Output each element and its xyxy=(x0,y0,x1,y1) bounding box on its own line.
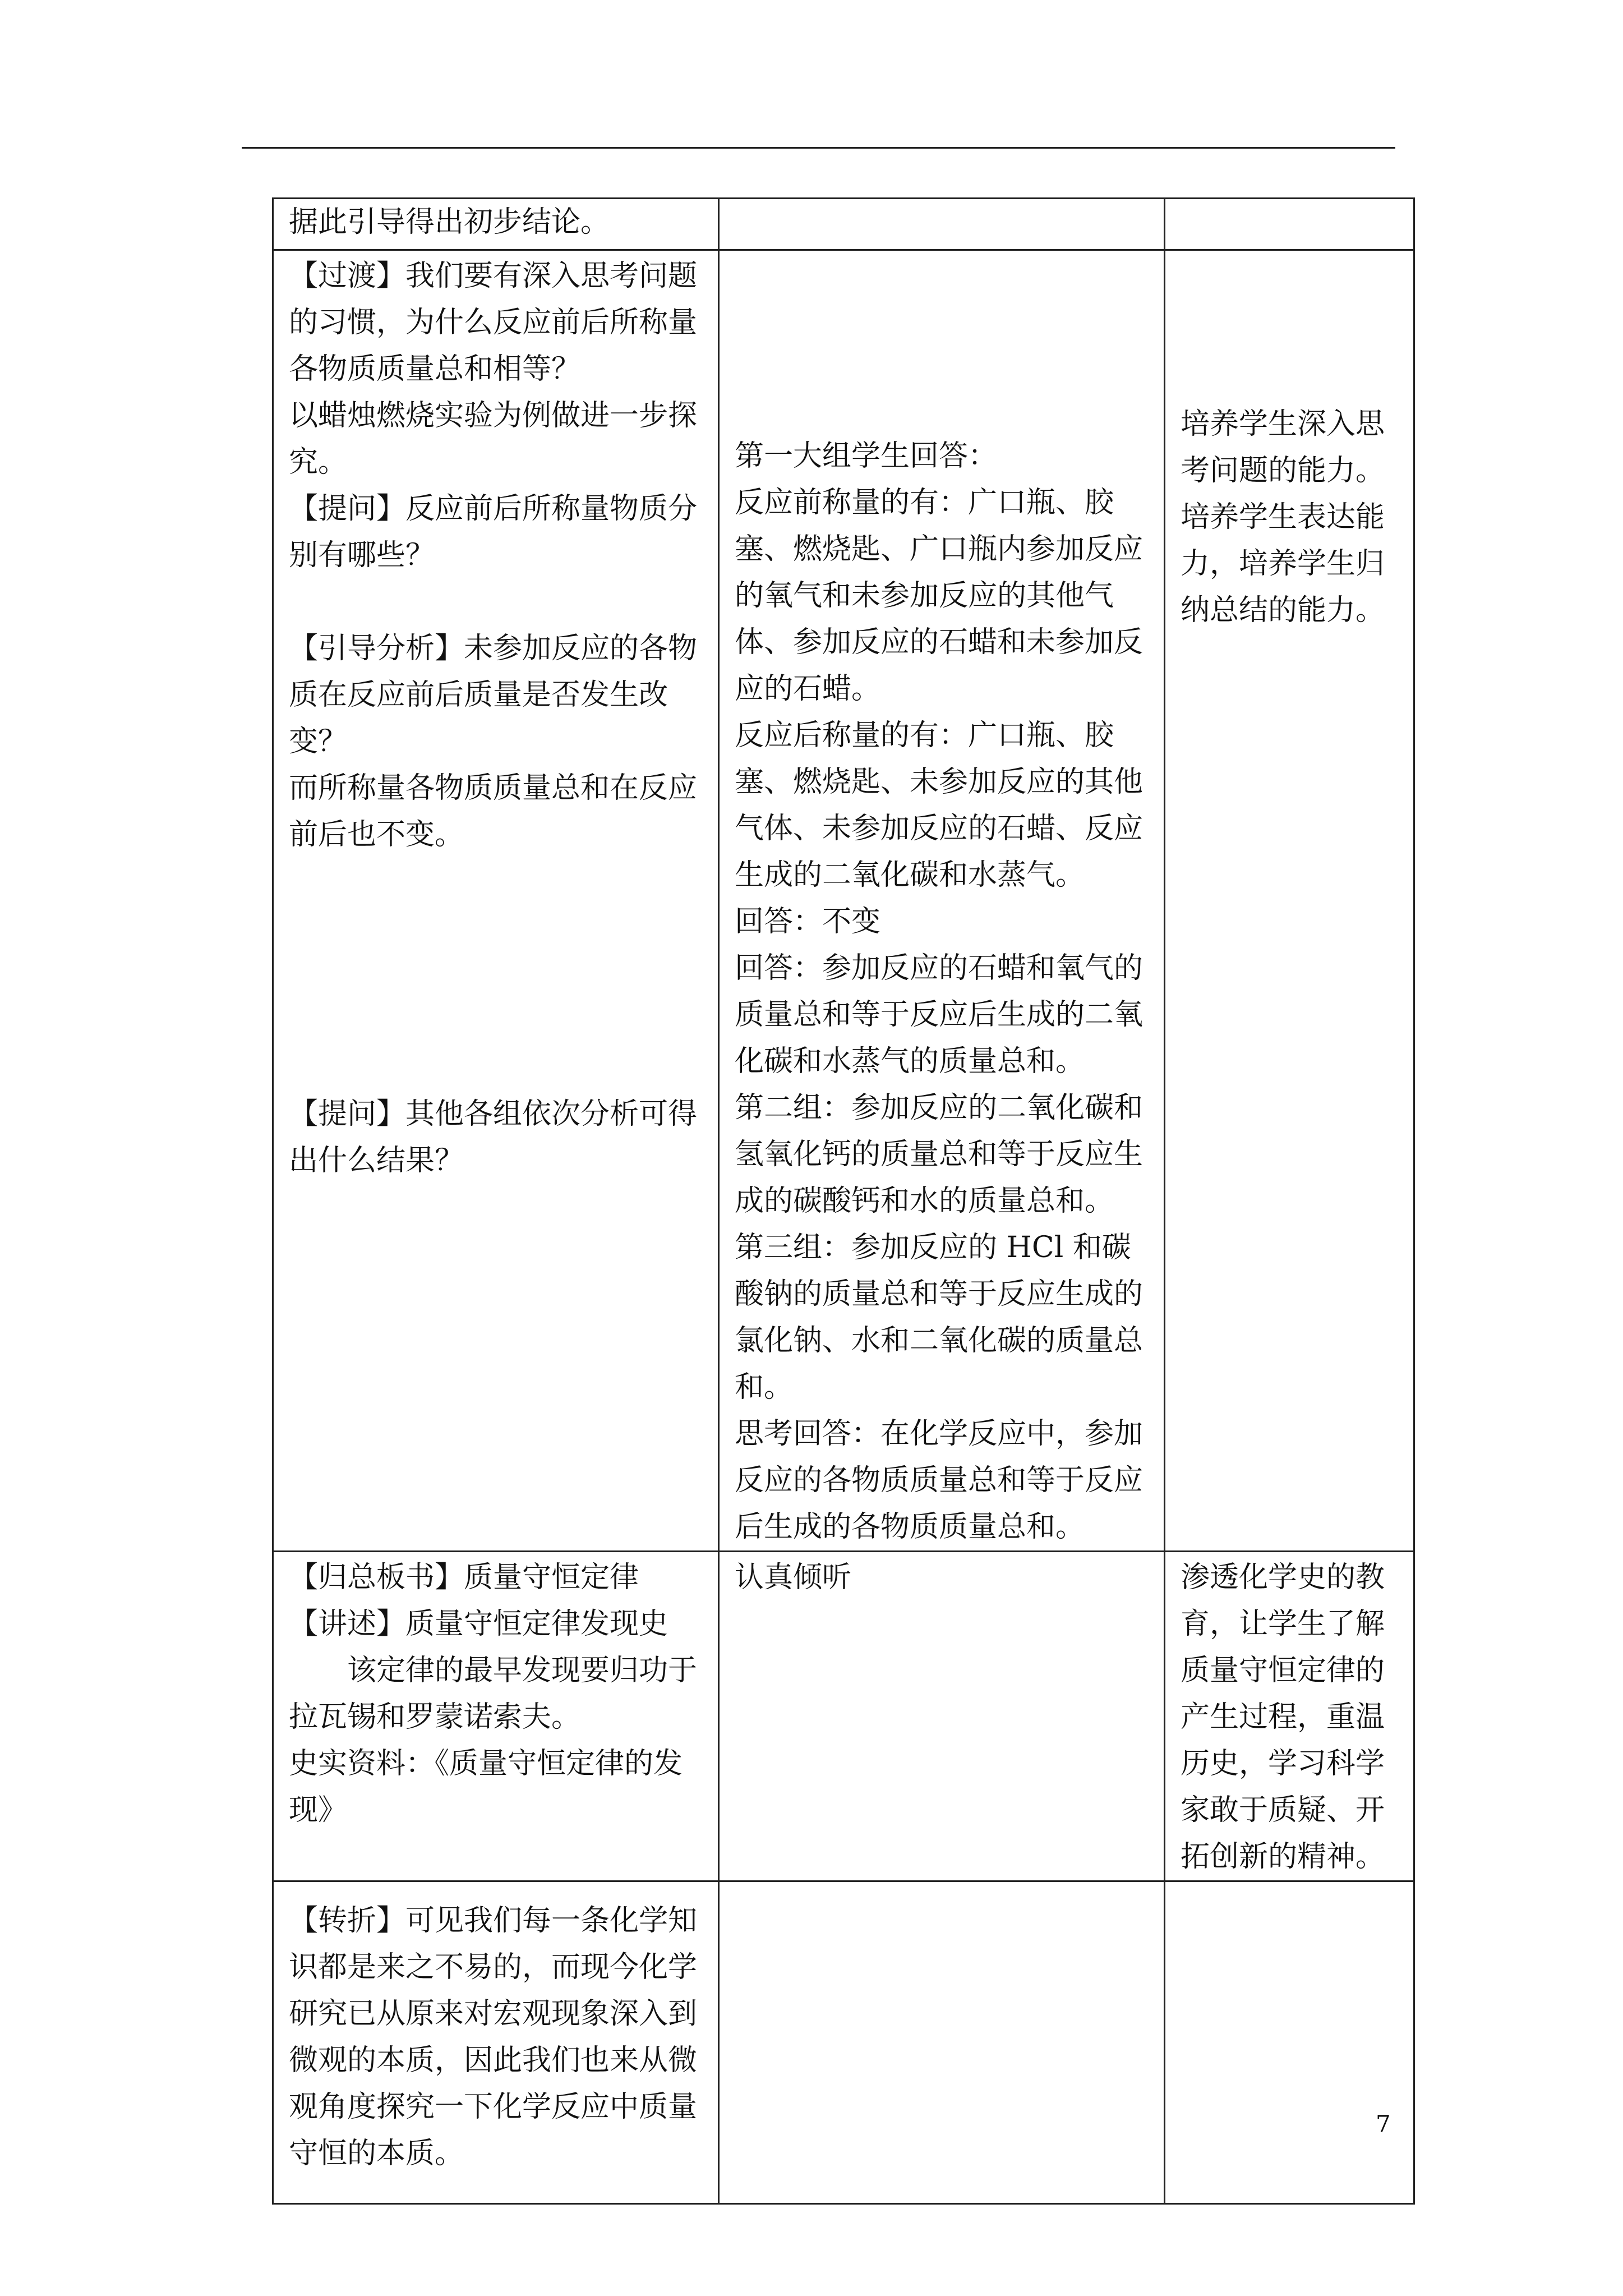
teacher-text: 【提问】反应前后所称量物质分别有哪些？ xyxy=(289,492,698,572)
spacer xyxy=(289,579,707,625)
student-text: 思考回答：在化学反应中，参加反应的各物质质量总和等于反应后生成的各物质质量总和。 xyxy=(735,1417,1144,1544)
table-row xyxy=(273,250,1414,1552)
lesson-plan-table xyxy=(272,197,1415,2205)
student-text: 回答：参加反应的石蜡和氧气的质量总和等于反应后生成的二氧化碳和水蒸气的质量总和。 xyxy=(735,951,1144,1078)
teacher-text: 【引导分析】未参加反应的各物质在反应前后质量是否发生改变？ xyxy=(289,632,698,758)
teacher-activity-cell xyxy=(273,1552,719,1881)
student-activity-cell xyxy=(719,1552,1165,1881)
design-purpose-cell xyxy=(1165,1881,1414,2204)
spacer xyxy=(289,858,707,905)
teacher-text: 【过渡】我们要有深入思考问题的习惯，为什么反应前后所称量各物质质量总和相等？ xyxy=(289,259,698,386)
student-text: 反应后称量的有：广口瓶、胶塞、燃烧匙、未参加反应的其他气体、未参加反应的石蜡、反应生成的二氧化碳和水蒸气。 xyxy=(735,719,1144,892)
student-text: 第二组：参加反应的二氧化碳和氢氧化钙的质量总和等于反应生成的碳酸钙和水的质量总和。 xyxy=(735,1091,1144,1218)
table-row xyxy=(273,199,1414,250)
teacher-text: 而所称量各物质质量总和在反应前后也不变。 xyxy=(289,771,698,852)
student-activity-cell xyxy=(719,199,1165,250)
table-row xyxy=(273,1881,1414,2204)
teacher-activity-cell xyxy=(273,199,719,250)
student-activity-cell xyxy=(719,1881,1165,2204)
student-text: 反应前称量的有：广口瓶、胶塞、燃烧匙、广口瓶内参加反应的氧气和未参加反应的其他气体、参加反应的石蜡和未参加反应的石蜡。 xyxy=(735,486,1144,706)
purpose-text: 培养学生深入思考问题的能力。培养学生表达能力，培养学生归纳总结的能力。 xyxy=(1181,407,1385,627)
teacher-activity-cell xyxy=(273,250,719,1552)
header-rule xyxy=(242,147,1395,149)
purpose-text: 渗透化学史的教育，让学生了解质量守恒定律的产生过程，重温历史，学习科学家敢于质疑、开拓创新的精神。 xyxy=(1181,1561,1385,1874)
teacher-text: 【讲述】质量守恒定律发现史 xyxy=(289,1607,668,1641)
design-purpose-cell xyxy=(1165,250,1414,1552)
teacher-text: 【归总板书】质量守恒定律 xyxy=(289,1561,639,1594)
teacher-text: 史实资料：《质量守恒定律的发现》 xyxy=(289,1747,683,1827)
teacher-text: 以蜡烛燃烧实验为例做进一步探究。 xyxy=(289,399,698,479)
teacher-text: 据此引导得出初步结论。 xyxy=(289,205,610,239)
table-row xyxy=(273,1552,1414,1881)
spacer xyxy=(289,951,707,998)
teacher-text: 【转折】可见我们每一条化学知识都是来之不易的，而现今化学研究已从原来对宏观现象深入到微观的本质，因此我们也来从微观角度探究一下化学反应中质量守恒的本质。 xyxy=(289,1904,698,2170)
design-purpose-cell xyxy=(1165,1552,1414,1881)
design-purpose-cell xyxy=(1165,199,1414,250)
teacher-text: 【提问】其他各组依次分析可得出什么结果？ xyxy=(289,1097,698,1177)
student-activity-cell xyxy=(719,250,1165,1552)
spacer xyxy=(289,1045,707,1091)
student-text: 认真倾听 xyxy=(735,1561,852,1594)
teacher-text: 该定律的最早发现要归功于拉瓦锡和罗蒙诺索夫。 xyxy=(289,1654,698,1734)
spacer xyxy=(289,998,707,1045)
student-text: 回答：不变 xyxy=(735,905,881,938)
teacher-activity-cell xyxy=(273,1881,719,2204)
page-number: 7 xyxy=(1376,2110,1391,2138)
student-text: 第三组：参加反应的 HCl 和碳酸钠的质量总和等于反应生成的氯化钠、水和二氧化碳的质量总和。 xyxy=(735,1231,1144,1404)
student-text: 第一大组学生回答： xyxy=(735,439,998,473)
spacer xyxy=(289,905,707,951)
